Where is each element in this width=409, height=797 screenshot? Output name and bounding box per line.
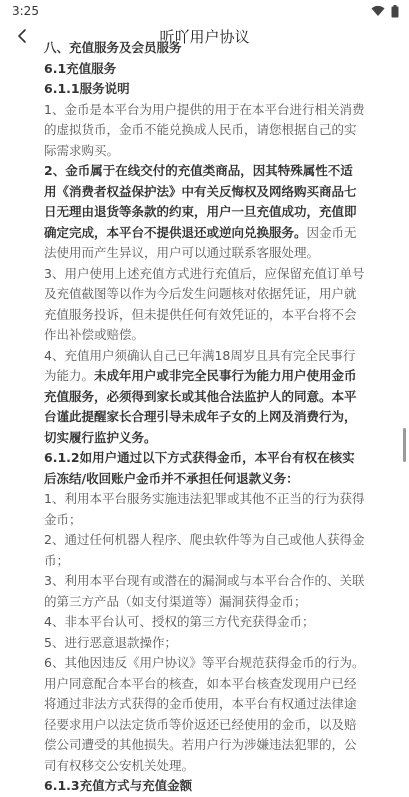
status-time: 3:25 xyxy=(12,4,39,18)
section-heading-6-1-1: 6.1.1服务说明 xyxy=(44,81,130,96)
scrollbar[interactable] xyxy=(403,428,406,462)
agreement-content[interactable] xyxy=(0,40,409,793)
paragraph-1: 1、金币是本平台为用户提供的用于在本平台进行相关消费的虚拟货币，金币不能兑换成人民币，请您根据自己的实际需求购买。 xyxy=(44,101,365,158)
list-item-4: 4、非本平台认可、授权的第三方代充获得金币； xyxy=(44,614,315,629)
list-item-1: 1、利用本平台服务实施违法犯罪或其他不正当的行为获得金币； xyxy=(44,491,365,527)
paragraph-2 xyxy=(44,161,365,264)
page-title: 听吖用户协议 xyxy=(159,27,250,46)
section-heading-6-1: 6.1充值服务 xyxy=(44,60,117,76)
section-heading-6-1-3-partial: 6.1.3充值方式与充值金额 xyxy=(44,778,193,793)
section-heading-6-1-2: 6.1.2如用户通过以下方式获得金币，本平台有权在核实后冻结/收回账户金币并不承担任何退款义务： xyxy=(44,450,355,486)
list-item-2: 2、通过任何机器人程序、爬虫软件等为自己或他人获得金币； xyxy=(44,532,365,568)
wifi-icon xyxy=(371,5,385,17)
paragraph-2-bold: 2、金币属于在线交付的充值类商品，因其特殊属性不适用《消费者权益保护法》中有关反悔权及网络购买商品七日无理由退货等条款的约束，用户一旦充值成功，充值即确定完成，本平台不提供退还或逆向兑换服务。 xyxy=(44,163,357,240)
paragraph-4-start: 4、充值用户须确认自己已年满18周岁且具有完全民事行为能力。 xyxy=(44,347,356,383)
paragraph-3: 3、用户使用上述充值方式进行充值后，应保留充值订单号及充值截图等以作为今后发生问题核对依据凭证，用户就充值服务投诉，但未提供任何有效凭证的，本平台将不会作出补偿或赔偿。 xyxy=(44,265,365,342)
paragraph-4-bold: 未成年用户或非完全民事行为能力用户使用金币充值服务，必须得到家长或其他合法监护人的同意。本平台谨此提醒家长合理引导未成年子女的上网及消费行为，切实履行监护义务。 xyxy=(44,368,357,445)
paragraph-4 xyxy=(44,346,365,449)
paragraph-2-rest: 因金币无法使用而产生异议，用户可以通过联系客服处理。 xyxy=(44,224,357,260)
list-item-5: 5、进行恶意退款操作； xyxy=(44,634,177,650)
status-icons xyxy=(371,5,399,18)
status-bar xyxy=(0,0,409,22)
list-item-6: 6、其他因违反《用户协议》等平台规范获得金币的行为。 xyxy=(44,655,365,670)
agreement-text xyxy=(0,38,409,797)
battery-icon xyxy=(391,5,399,18)
section-heading-partial: 八、充值服务及会员服务 xyxy=(44,40,182,55)
list-item-3: 3、利用本平台现有或潜在的漏洞或与本平台合作的、关联的第三方产品（如支付渠道等）漏洞获得金币； xyxy=(44,573,365,609)
closing-paragraph: 用户同意配合本平台的核查，如本平台核查发现用户已经将通过非法方式获得的金币使用，本平台有权通过法律途径要求用户以法定货币等价返还已经使用的金币，以及赔偿公司遭受的其他损失。若用户行为涉嫌违法犯罪的，公司有权移交公安机关处理。 xyxy=(44,675,357,773)
